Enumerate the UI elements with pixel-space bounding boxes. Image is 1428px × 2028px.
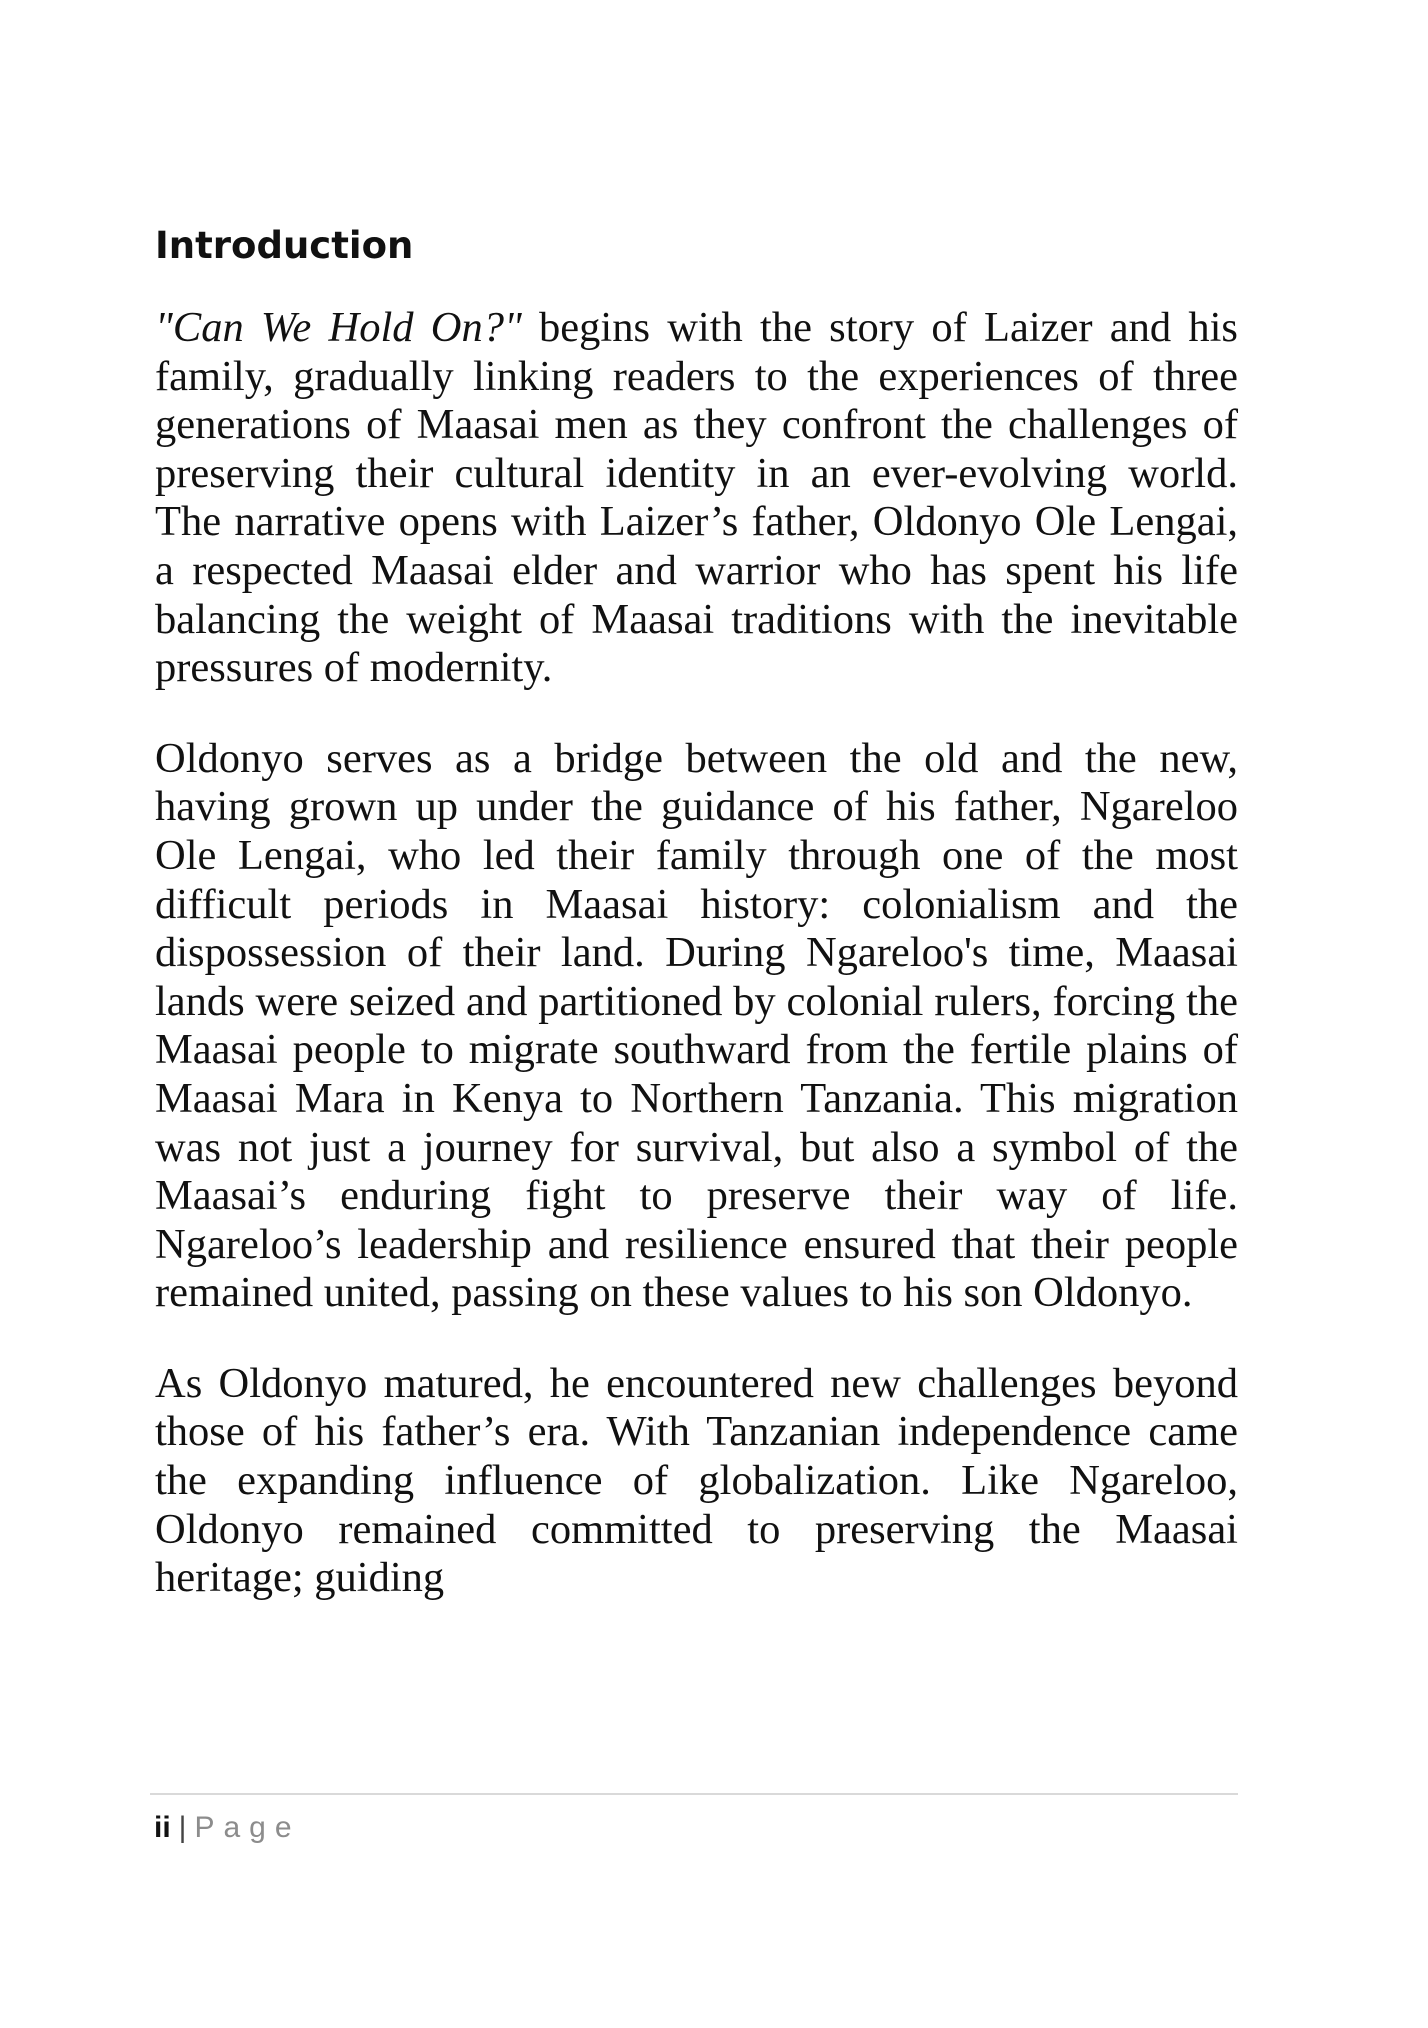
section-heading: Introduction — [155, 224, 414, 267]
paragraph-1-text: begins with the story of Laizer and his family, gradually linking readers to the experiences of three generations of Maasai men as they confront the challenges of preserving their cultural identity in an ever-evolving world. The narrative opens with Laizer’s father, Oldonyo Ole Lengai, a respected Maasai elder and warrior who has spent his life balancing the weight of Maasai traditions with the inevitable pressures of modernity. — [155, 304, 1238, 692]
footer-divider — [150, 1793, 1238, 1795]
paragraph-2: Oldonyo serves as a bridge between the old and the new, having grown up under the guidance of his father, Ngareloo Ole Lengai, who led their family through one of the most difficult periods in Maasai history: colonialism and the dispossession of their land. During Ngareloo's time, Maasai lands were seized and partitioned by colonial rulers, forcing the Maasai people to migrate southward from the fertile plains of Maasai Mara in Kenya to Northern Tanzania. This migration was not just a journey for survival, but also a symbol of the Maasai’s enduring fight to preserve their way of life. Ngareloo’s leadership and resilience ensured that their people remained united, passing on these values to his son Oldonyo. — [155, 734, 1238, 1317]
book-title: "Can We Hold On?" — [155, 304, 522, 351]
footer-separator: | — [178, 1811, 187, 1844]
page-footer — [154, 1808, 301, 1848]
paragraph-1 — [155, 304, 1238, 693]
paragraph-3: As Oldonyo matured, he encountered new challenges beyond those of his father’s era. With Tanzanian independence came the expanding influence of globalization. Like Ngareloo, Oldonyo remained committed to preserving the Maasai heritage; guiding — [155, 1359, 1238, 1602]
page-label: Page — [194, 1811, 301, 1844]
page-body — [155, 222, 1238, 1645]
page-number: ii — [154, 1811, 171, 1844]
